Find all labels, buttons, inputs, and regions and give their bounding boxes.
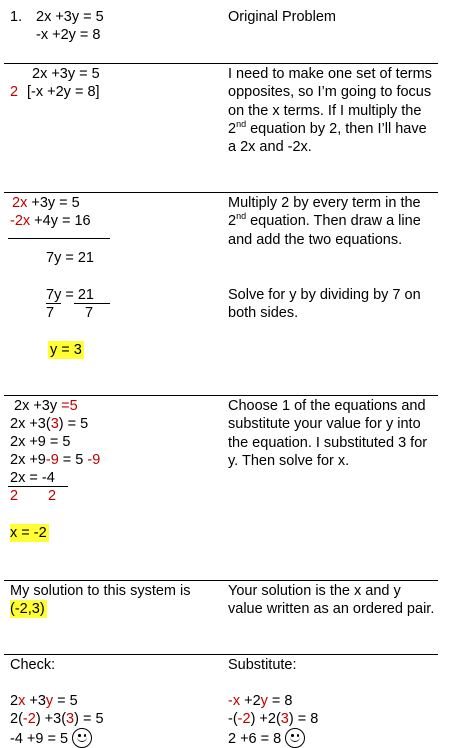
- check-title: Check:: [10, 657, 56, 673]
- substitution-line-3: 2x +9 = 5: [10, 434, 71, 450]
- equation-1: 2x +3y = 5: [32, 66, 100, 82]
- step-note: Your solution is the x and y value written as an ordered pair.: [228, 583, 435, 618]
- divider: [4, 395, 438, 396]
- sum-equation: 7y = 21: [46, 250, 94, 266]
- substitute-line-1: -x +2y = 8: [228, 693, 293, 709]
- scaled-equation-1: 2x +3y = 5: [12, 195, 80, 211]
- division-denominator-right: 7: [85, 305, 94, 321]
- substitution-line-4: 2x +9-9 = 5 -9: [10, 452, 101, 468]
- x-answer: x = -2: [10, 525, 47, 541]
- addition-line: [8, 238, 110, 239]
- smiley-icon: [285, 728, 305, 748]
- step-note: Original Problem: [228, 9, 336, 25]
- check-line-1: 2x +3y = 5: [10, 693, 78, 709]
- substitute-title: Substitute:: [228, 657, 297, 673]
- step-note-2: Solve for y by dividing by 7 on both sides.: [228, 287, 421, 322]
- substitution-line-2: 2x +3(3) = 5: [10, 416, 89, 432]
- substitution-line-1: 2x +3y =5: [14, 398, 78, 414]
- equation-2-bracketed: [-x +2y = 8]: [27, 84, 100, 100]
- substitute-line-3: 2 +6 = 8: [228, 728, 305, 748]
- divider: [4, 63, 438, 64]
- multiplier: 2: [10, 84, 19, 100]
- substitution-line-5: 2x = -4: [10, 470, 55, 486]
- solution-statement: My solution to this system is: [10, 583, 191, 599]
- step-note: Multiply 2 by every term in the 2nd equation. Then draw a line and add the two equations.: [228, 195, 421, 248]
- problem-number: 1.: [10, 9, 23, 25]
- y-answer: y = 3: [50, 342, 82, 358]
- divider: [4, 192, 438, 193]
- equation-1: 2x +3y = 5: [36, 9, 104, 25]
- substitute-line-2: -(-2) +2(3) = 8: [228, 711, 319, 727]
- division-numerator: 7y = 21: [46, 287, 94, 303]
- solution-pair: (-2,3): [10, 601, 45, 617]
- divider: [4, 580, 438, 581]
- smiley-icon: [72, 728, 92, 748]
- check-line-2: 2(-2) +3(3) = 5: [10, 711, 104, 727]
- divisor-right: 2: [48, 488, 57, 504]
- scaled-equation-2: -2x +4y = 16: [10, 213, 91, 229]
- division-denominator-left: 7: [46, 305, 55, 321]
- check-line-3: -4 +9 = 5: [10, 728, 92, 748]
- step-note: I need to make one set of terms opposites, so I’m going to focus on the x terms. If I multiply the 2nd equation by 2, then I’ll have a 2x and -2x.: [228, 66, 432, 156]
- divider: [4, 654, 438, 655]
- divisor-left: 2: [10, 488, 19, 504]
- equation-2: -x +2y = 8: [36, 27, 101, 43]
- step-note: Choose 1 of the equations and substitute your value for y into the equation. I substituted 3 for y. Then solve for x.: [228, 398, 428, 469]
